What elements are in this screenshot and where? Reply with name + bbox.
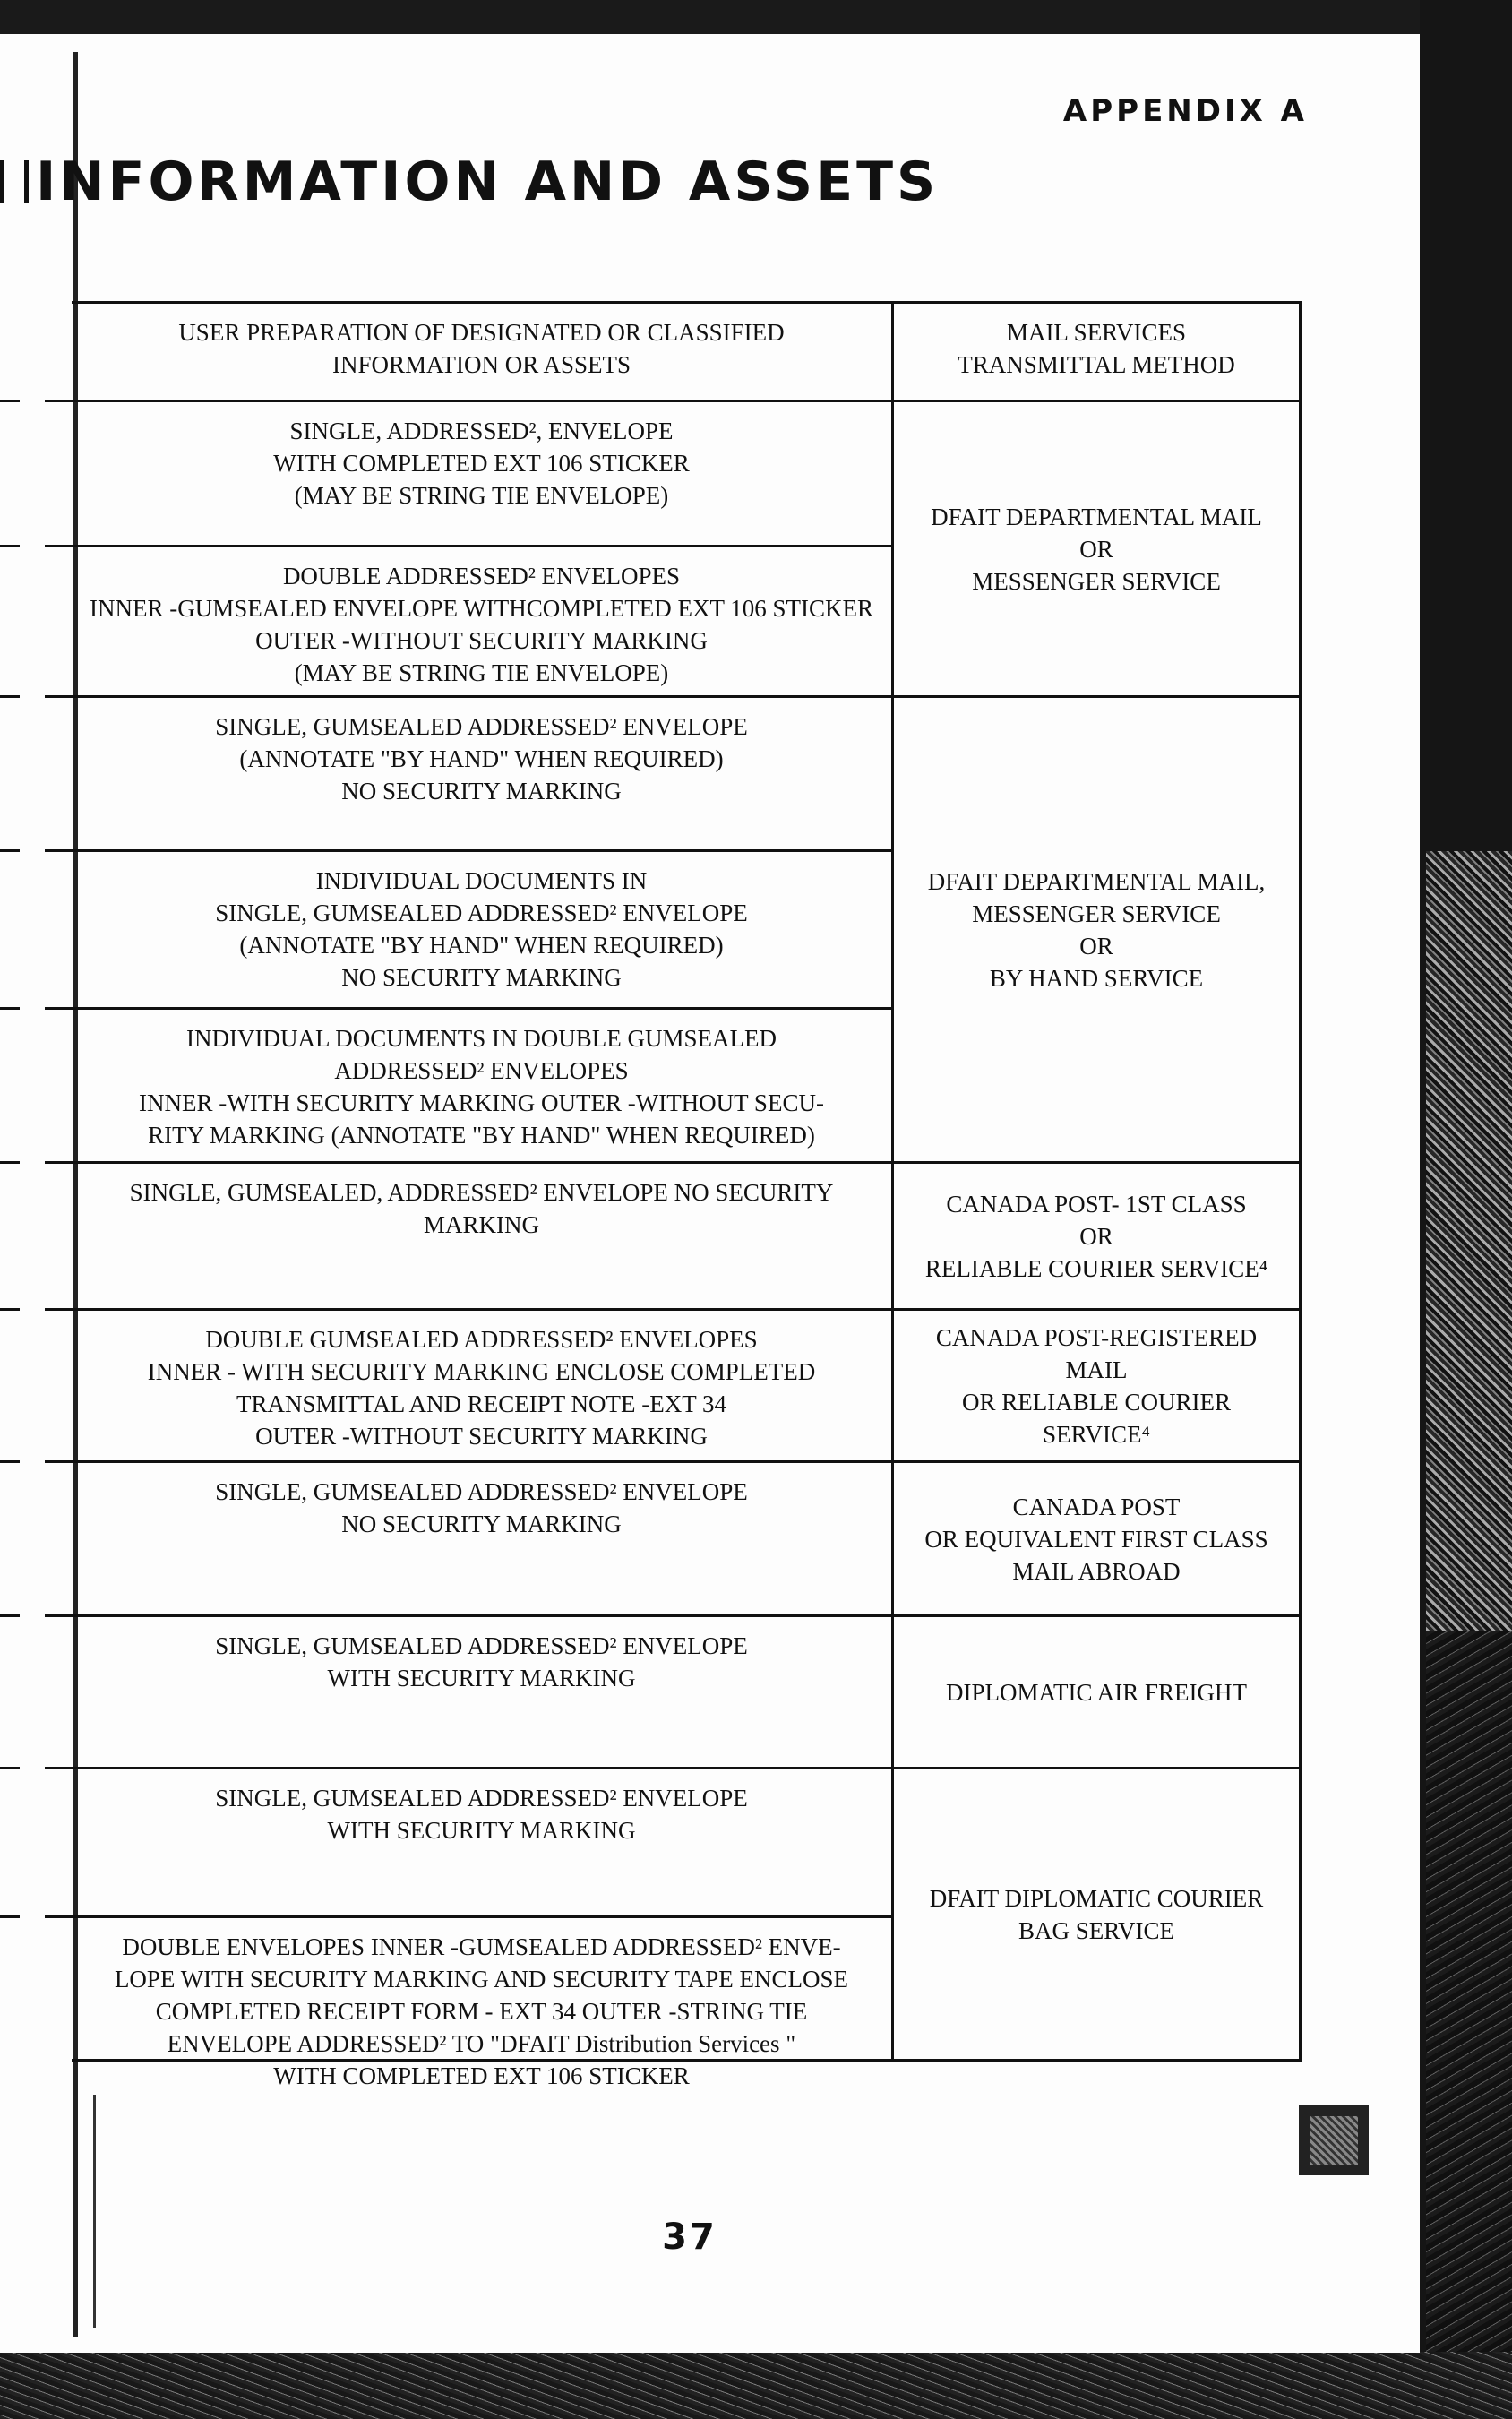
table-rule <box>1299 301 1302 2062</box>
cell-line: OR <box>1079 932 1113 960</box>
preparation-cell <box>72 1617 891 1767</box>
cell-line: NO SECURITY MARKING <box>341 964 622 991</box>
cell-line: DOUBLE ENVELOPES INNER -GUMSEALED ADDRESSED² ENVE- <box>122 1933 841 1960</box>
cell-line: CANADA POST- 1ST CLASS <box>946 1190 1247 1218</box>
preparation-cell <box>72 402 891 545</box>
method-cell <box>894 1769 1299 2059</box>
cell-line: SINGLE, GUMSEALED ADDRESSED² ENVELOPE <box>215 713 748 740</box>
row-stub-mark <box>0 1767 20 1769</box>
row-stub-mark <box>0 1007 20 1010</box>
cell-line: OR EQUIVALENT FIRST CLASS <box>924 1525 1268 1553</box>
cell-line: SERVICE⁴ <box>1043 1420 1150 1448</box>
cell-line: TRANSMITTAL AND RECEIPT NOTE -EXT 34 <box>236 1390 727 1417</box>
appendix-label: APPENDIX A <box>1062 93 1308 129</box>
page-tab-marker <box>1299 2105 1369 2175</box>
page-title-text: INFORMATION AND ASSETS <box>36 151 940 213</box>
cell-line: MAIL ABROAD <box>1012 1557 1181 1585</box>
page-title <box>0 151 985 213</box>
cell-line: WITH COMPLETED EXT 106 STICKER <box>273 2062 690 2089</box>
row-stub-mark <box>0 849 20 852</box>
cell-line: SINGLE, GUMSEALED ADDRESSED² ENVELOPE <box>215 1785 748 1812</box>
cell-line: SINGLE, GUMSEALED ADDRESSED² ENVELOPE <box>215 1478 748 1505</box>
column-header-preparation <box>72 304 891 402</box>
cell-line: BAG SERVICE <box>1018 1916 1175 1944</box>
preparation-cell <box>72 1311 891 1460</box>
preparation-cell <box>72 1010 891 1161</box>
cell-line: INNER -WITH SECURITY MARKING OUTER -WITHOUT SECU- <box>139 1089 824 1116</box>
method-cell <box>894 1164 1299 1308</box>
cell-line: LOPE WITH SECURITY MARKING AND SECURITY TAPE ENCLOSE <box>114 1966 849 1993</box>
method-cell <box>894 1311 1299 1460</box>
cell-line: BY HAND SERVICE <box>989 964 1204 992</box>
cell-line: OUTER -WITHOUT SECURITY MARKING <box>255 1423 708 1450</box>
method-cell <box>894 1617 1299 1767</box>
document-page <box>0 34 1420 2353</box>
cell-line: RITY MARKING (ANNOTATE "BY HAND" WHEN REQUIRED) <box>148 1122 815 1149</box>
preparation-cell <box>72 852 891 1007</box>
cell-line: SINGLE, GUMSEALED ADDRESSED² ENVELOPE <box>215 1632 748 1659</box>
scan-border-top <box>0 0 1512 36</box>
cell-line: INDIVIDUAL DOCUMENTS IN DOUBLE GUMSEALED <box>186 1025 777 1052</box>
cell-line: DOUBLE GUMSEALED ADDRESSED² ENVELOPES <box>205 1326 758 1353</box>
column-header-method <box>894 304 1299 402</box>
cell-line: MARKING <box>423 1211 539 1238</box>
cell-line: OR <box>1079 535 1113 563</box>
cell-line: RELIABLE COURIER SERVICE⁴ <box>924 1254 1268 1282</box>
cell-line: SINGLE, GUMSEALED, ADDRESSED² ENVELOPE NO SECURITY <box>129 1179 834 1206</box>
cell-line: SINGLE, ADDRESSED², ENVELOPE <box>289 418 674 444</box>
cell-line: WITH SECURITY MARKING <box>327 1665 636 1692</box>
preparation-cell <box>72 1918 891 2089</box>
cell-line: (MAY BE STRING TIE ENVELOPE) <box>294 659 669 686</box>
cell-line: DFAIT DEPARTMENTAL MAIL <box>931 503 1262 530</box>
cell-line: ENVELOPE ADDRESSED² TO "DFAIT Distribution Services " <box>167 2030 796 2057</box>
row-stub-mark <box>0 695 20 698</box>
method-cell <box>894 1463 1299 1614</box>
cell-line: WITH SECURITY MARKING <box>327 1817 636 1844</box>
method-cell <box>894 402 1299 695</box>
transmittal-table <box>36 301 1299 2089</box>
cell-line: NO SECURITY MARKING <box>341 778 622 805</box>
row-stub-mark <box>0 545 20 547</box>
preparation-cell <box>72 1769 891 1915</box>
preparation-cell <box>72 1164 891 1308</box>
cell-line: INFORMATION OR ASSETS <box>331 351 631 378</box>
title-bar-marks <box>0 160 29 203</box>
row-stub-mark <box>0 1614 20 1617</box>
row-stub-mark <box>0 1915 20 1918</box>
cell-line: MESSENGER SERVICE <box>972 567 1221 595</box>
method-cell <box>894 698 1299 1161</box>
scan-noise <box>1426 851 1512 1631</box>
cell-line: SINGLE, GUMSEALED ADDRESSED² ENVELOPE <box>215 900 748 926</box>
preparation-cell <box>72 547 891 695</box>
cell-line: (ANNOTATE "BY HAND" WHEN REQUIRED) <box>239 932 724 959</box>
cell-line: INNER -GUMSEALED ENVELOPE WITHCOMPLETED EXT 106 STICKER <box>90 595 873 622</box>
cell-line: WITH COMPLETED EXT 106 STICKER <box>273 450 690 477</box>
page-number: 37 <box>662 2217 717 2258</box>
cell-line: DIPLOMATIC AIR FREIGHT <box>945 1678 1247 1706</box>
cell-line: USER PREPARATION OF DESIGNATED OR CLASSIFIED <box>178 319 785 346</box>
cell-line: MAIL <box>1065 1356 1128 1383</box>
cell-line: INNER - WITH SECURITY MARKING ENCLOSE COMPLETED <box>147 1358 816 1385</box>
cell-line: COMPLETED RECEIPT FORM - EXT 34 OUTER -STRING TIE <box>155 1998 808 2025</box>
cell-line: MAIL SERVICES <box>1006 319 1187 346</box>
cell-line: INDIVIDUAL DOCUMENTS IN <box>315 867 648 894</box>
scan-border-bottom <box>0 2352 1512 2419</box>
cell-line: CANADA POST-REGISTERED <box>935 1323 1258 1351</box>
preparation-cell <box>72 698 891 849</box>
cell-line: TRANSMITTAL METHOD <box>958 351 1235 378</box>
cell-line: OR RELIABLE COURIER <box>962 1388 1231 1416</box>
row-stub-mark <box>0 400 20 402</box>
cell-line: DOUBLE ADDRESSED² ENVELOPES <box>282 563 681 590</box>
row-stub-mark <box>0 1308 20 1311</box>
preparation-cell <box>72 1463 891 1614</box>
cell-line: DFAIT DIPLOMATIC COURIER <box>929 1884 1264 1912</box>
cell-line: ADDRESSED² ENVELOPES <box>334 1057 629 1084</box>
cell-line: (ANNOTATE "BY HAND" WHEN REQUIRED) <box>239 745 724 772</box>
cell-line: MESSENGER SERVICE <box>972 900 1221 927</box>
cell-line: NO SECURITY MARKING <box>341 1511 622 1537</box>
row-stub-mark <box>0 1460 20 1463</box>
cell-line: DFAIT DEPARTMENTAL MAIL, <box>927 867 1266 895</box>
cell-line: OUTER -WITHOUT SECURITY MARKING <box>255 627 708 654</box>
cell-line: OR <box>1079 1222 1113 1250</box>
binding-margin-line <box>93 2095 96 2328</box>
cell-line: CANADA POST <box>1012 1493 1181 1520</box>
scan-noise <box>1426 1631 1512 2419</box>
row-stub-mark <box>0 1161 20 1164</box>
cell-line: (MAY BE STRING TIE ENVELOPE) <box>294 482 669 509</box>
